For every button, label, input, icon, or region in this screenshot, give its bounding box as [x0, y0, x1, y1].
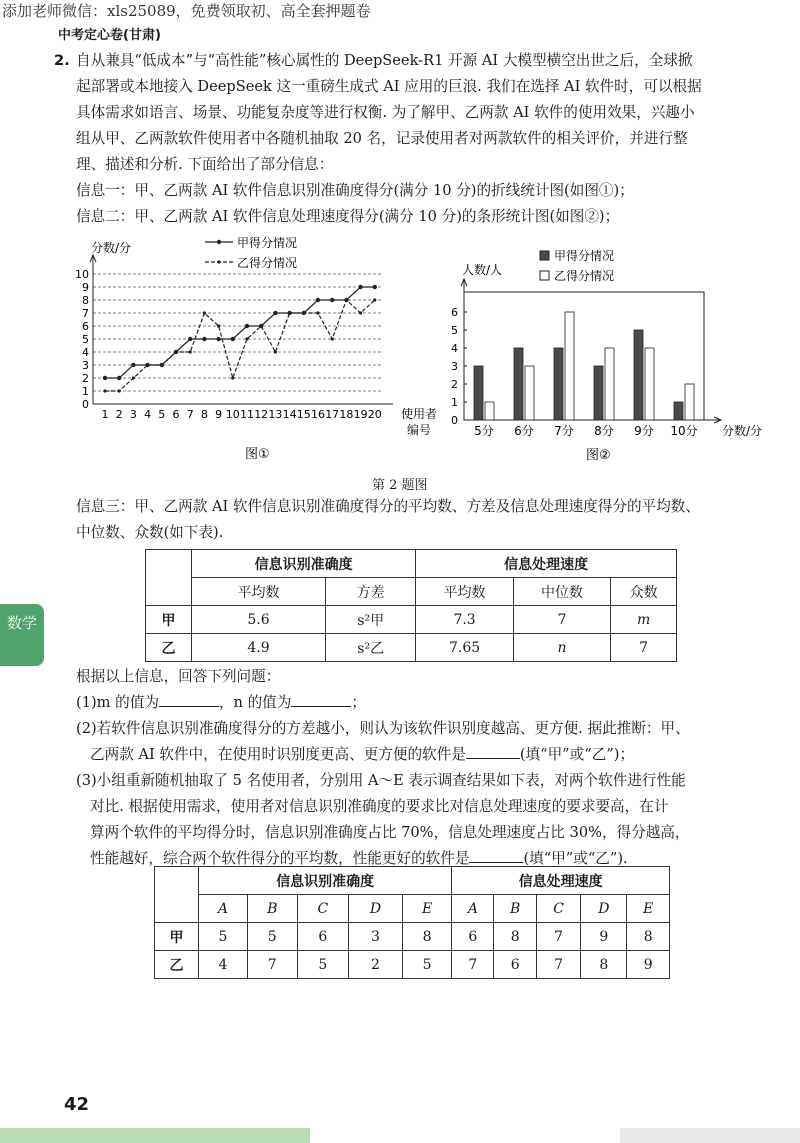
x-axis-label: 编号: [407, 423, 432, 437]
data-point: [217, 324, 220, 327]
x-tick-label: 9: [215, 408, 223, 421]
question-2-line-1: (2)若软件信息识别准确度得分的方差越小，则认为该软件识别度越高、更方便. 据此推断：甲、: [76, 720, 690, 737]
table1-subheader: 众数: [611, 578, 677, 606]
row-label-jia: 甲: [155, 923, 199, 951]
table-cell: 8: [402, 923, 452, 951]
y-tick-label: 5: [451, 324, 458, 337]
x-tick-label: 17: [325, 408, 340, 421]
data-point: [273, 311, 277, 315]
legend-label-jia: 甲得分情况: [237, 236, 298, 250]
q1-text-a: (1)m 的值为: [76, 694, 159, 711]
bar-jia: [674, 402, 683, 420]
data-point: [103, 389, 106, 392]
answer-prompt: 根据以上信息，回答下列问题：: [76, 668, 281, 685]
line-chart: [60, 232, 438, 472]
q2-tail: (填“甲”或“乙”)；: [519, 746, 635, 763]
table-cell: 8: [581, 951, 627, 979]
table-cell: 7: [452, 951, 494, 979]
x-tick-label: 7: [186, 408, 194, 421]
table2-subheader: E: [627, 895, 670, 923]
legend-label-yi: 乙得分情况: [554, 269, 615, 283]
data-point: [288, 311, 291, 314]
data-point: [373, 285, 377, 289]
data-point: [160, 363, 163, 366]
data-point: [373, 298, 376, 301]
x-tick-label: 11: [240, 408, 254, 421]
x-tick-label: 3: [129, 408, 137, 421]
question-3-line-3: 算两个软件的平均得分时，信息识别准确度占比 70%，信息处理速度占比 30%，得分越高，: [90, 824, 690, 841]
data-point: [203, 311, 206, 314]
table2-subheader: C: [537, 895, 581, 923]
table-cell: 7: [513, 606, 610, 634]
table2-subheader: B: [247, 895, 297, 923]
x-tick-label: 10: [225, 408, 240, 421]
table-cell: 5: [247, 923, 297, 951]
table-cell: 5: [297, 951, 349, 979]
x-tick-label: 20: [367, 408, 382, 421]
info-three-line-2: 中位数、众数(如下表).: [76, 524, 224, 541]
data-point: [216, 337, 220, 341]
data-point: [359, 311, 362, 314]
y-tick-label: 8: [82, 294, 89, 307]
table-cell: 6: [494, 951, 537, 979]
x-tick-label: 18: [339, 408, 354, 421]
legend-label-jia: 甲得分情况: [554, 249, 615, 263]
q3-text: 性能越好，综合两个软件得分的平均数，性能更好的软件是: [90, 850, 470, 867]
data-point: [188, 337, 192, 341]
figure-caption: 第 2 题图: [372, 478, 428, 493]
table-cell: 5: [402, 951, 452, 979]
x-tick-label: 6: [172, 408, 180, 421]
data-point: [132, 376, 135, 379]
table-cell: 4.9: [192, 634, 326, 662]
table-cell: n: [513, 634, 610, 662]
data-point: [316, 298, 320, 302]
table1-subheader: 方差: [325, 578, 415, 606]
table1-subheader: 平均数: [416, 578, 513, 606]
table-cell: 6: [452, 923, 494, 951]
table-cell: s²甲: [325, 606, 415, 634]
x-tick-label: 14: [282, 408, 297, 421]
y-tick-label: 7: [82, 307, 89, 320]
data-point: [274, 350, 277, 353]
book-header: 中考定心卷(甘肃): [58, 28, 161, 43]
table1-subheader: 中位数: [513, 578, 610, 606]
watermark: 添加老师微信：xls25089，免费领取初、高全套押题卷: [2, 2, 371, 20]
table2-subheader: A: [199, 895, 248, 923]
table-cell: 7.65: [416, 634, 513, 662]
info-one: 信息一：甲、乙两款 AI 软件信息识别准确度得分(满分 10 分)的折线统计图(如图①)；: [76, 182, 634, 199]
table-cell: 9: [581, 923, 627, 951]
y-tick-label: 6: [82, 320, 89, 333]
y-tick-label: 6: [451, 306, 458, 319]
question-3-line-2: 对比. 根据使用需求，使用者对信息识别准确度的要求比对信息处理速度的要求要高，在计: [90, 798, 669, 815]
table2-subheader: A: [452, 895, 494, 923]
questions: [76, 664, 776, 872]
y-tick-label: 10: [75, 268, 89, 281]
question-2-line-2: [76, 742, 776, 768]
x-tick-label: 10分: [670, 424, 698, 438]
table-cell: 3: [349, 923, 403, 951]
series-line-yi: [105, 300, 375, 391]
y-tick-label: 3: [82, 359, 89, 372]
y-tick-label: 9: [82, 281, 89, 294]
bar-jia: [514, 348, 523, 420]
y-tick-label: 5: [82, 333, 89, 346]
page-number: 42: [64, 1094, 90, 1115]
x-tick-label: 1: [101, 408, 109, 421]
data-point: [358, 285, 362, 289]
stats-table: [145, 549, 677, 662]
intro-line-1: 自从兼具“低成本”与“高性能”核心属性的 DeepSeek-R1 开源 AI 大模型横空出世之后，全球掀: [76, 52, 693, 69]
data-point: [202, 337, 206, 341]
data-point: [103, 376, 107, 380]
y-tick-label: 4: [451, 342, 458, 355]
problem-intro: [56, 48, 776, 230]
page-edge-strip: [620, 1128, 800, 1143]
data-point: [331, 337, 334, 340]
table-cell: 7: [537, 951, 581, 979]
answer-blank-m[interactable]: [159, 691, 219, 707]
table-row: [155, 951, 670, 979]
y-tick-label: 0: [82, 398, 89, 411]
table-row: [155, 923, 670, 951]
table-cell: 7: [247, 951, 297, 979]
legend-label-yi: 乙得分情况: [237, 256, 298, 270]
y-tick-label: 1: [451, 396, 458, 409]
table-cell: 8: [627, 923, 670, 951]
subject-tab: 数学: [0, 604, 44, 666]
intro-line-4: 组从甲、乙两款软件使用者中各随机抽取 20 名，记录使用者对两款软件的相关评价，并进行整: [76, 130, 688, 147]
q3-tail: (填“甲”或“乙”).: [523, 850, 628, 867]
table-cell: m: [611, 606, 677, 634]
info-two: 信息二：甲、乙两款 AI 软件信息处理速度得分(满分 10 分)的条形统计图(如图②)；: [76, 208, 620, 225]
y-tick-label: 4: [82, 346, 89, 359]
data-point: [345, 298, 348, 301]
y-axis-label: 分数/分: [91, 241, 132, 255]
data-point: [231, 376, 234, 379]
legend-swatch-yi: [540, 271, 549, 280]
row-label-yi: 乙: [146, 634, 192, 662]
table1-corner: [146, 550, 192, 606]
table-cell: 7: [611, 634, 677, 662]
table-cell: 5.6: [192, 606, 326, 634]
bar-jia: [554, 348, 563, 420]
y-tick-label: 0: [451, 414, 458, 427]
table-cell: 8: [494, 923, 537, 951]
x-tick-label: 19: [353, 408, 368, 421]
info-three-line-1: 信息三：甲、乙两款 AI 软件信息识别准确度得分的平均数、方差及信息处理速度得分的平均数、: [76, 498, 700, 515]
answer-blank-q2[interactable]: [466, 743, 520, 759]
table-row: [146, 634, 677, 662]
data-point: [316, 311, 319, 314]
y-tick-label: 1: [82, 385, 89, 398]
data-point: [117, 376, 121, 380]
bar-chart: [430, 245, 763, 470]
problem-number: 2.: [54, 52, 70, 69]
legend-marker: [217, 240, 221, 244]
x-tick-label: 12: [254, 408, 269, 421]
table1-group-accuracy: 信息识别准确度: [192, 550, 416, 578]
row-label-yi: 乙: [155, 951, 199, 979]
table-row: [146, 606, 677, 634]
x-tick-label: 15: [296, 408, 311, 421]
legend-swatch-jia: [540, 251, 549, 260]
table-cell: 7.3: [416, 606, 513, 634]
table2-subheader: B: [494, 895, 537, 923]
y-tick-label: 2: [82, 372, 89, 385]
bar-jia: [634, 330, 643, 420]
table2-subheader: D: [581, 895, 627, 923]
question-1: [76, 690, 776, 716]
data-point: [302, 311, 305, 314]
x-axis-label: 分数/分: [722, 424, 763, 438]
x-tick-label: 2: [115, 408, 123, 421]
data-point: [245, 324, 249, 328]
table-cell: 9: [627, 951, 670, 979]
table-cell: 5: [199, 923, 248, 951]
table2-group-speed: 信息处理速度: [452, 867, 670, 895]
x-tick-label: 4: [144, 408, 152, 421]
bar-yi: [525, 366, 534, 420]
intro-line-2: 起部署或本地接入 DeepSeek 这一重磅生成式 AI 应用的巨浪. 我们在选择 AI 软件时，可以根据: [76, 78, 702, 95]
q1-text-b: ，n 的值为: [218, 694, 292, 711]
bar-yi: [485, 402, 494, 420]
data-point: [245, 337, 248, 340]
table2-subheader: D: [349, 895, 403, 923]
table2-subheader: C: [297, 895, 349, 923]
x-tick-label: 5分: [474, 424, 494, 438]
q2-text: 乙两款 AI 软件中，在使用时识别度更高、更方便的软件是: [90, 746, 466, 763]
bar-yi: [565, 312, 574, 420]
chart-title: 图②: [586, 448, 611, 463]
answer-blank-n[interactable]: [291, 691, 351, 707]
bar-yi: [605, 348, 614, 420]
table2-subheader: E: [402, 895, 452, 923]
plot-frame: [464, 292, 704, 420]
y-tick-label: 3: [451, 360, 458, 373]
bar-jia: [474, 366, 483, 420]
x-tick-label: 5: [158, 408, 166, 421]
intro-line-3: 具体需求如语言、场景、功能复杂度等进行权衡. 为了解甲、乙两款 AI 软件的使用效果，兴趣小: [76, 104, 695, 121]
data-point: [260, 324, 263, 327]
x-tick-label: 9分: [634, 424, 654, 438]
table1-group-speed: 信息处理速度: [416, 550, 677, 578]
data-point: [174, 350, 177, 353]
question-3-line-1: (3)小组重新随机抽取了 5 名使用者，分别用 A～E 表示调查结果如下表，对两个软件进行性能: [76, 772, 686, 789]
data-point: [146, 363, 149, 366]
x-axis-label: 使用者: [401, 407, 438, 421]
x-tick-label: 8: [200, 408, 208, 421]
bar-jia: [594, 366, 603, 420]
info-three: [76, 494, 776, 546]
x-tick-label: 8分: [594, 424, 614, 438]
x-tick-label: 13: [268, 408, 283, 421]
x-tick-label: 16: [311, 408, 325, 421]
table-cell: 4: [199, 951, 248, 979]
bar-yi: [685, 384, 694, 420]
data-point: [231, 337, 235, 341]
bar-yi: [645, 348, 654, 420]
x-tick-label: 7分: [554, 424, 574, 438]
chart-title: 图①: [245, 447, 270, 462]
table-cell: 2: [349, 951, 403, 979]
row-label-jia: 甲: [146, 606, 192, 634]
data-point: [189, 350, 192, 353]
answer-blank-q3[interactable]: [469, 847, 523, 863]
intro-line-5: 理、描述和分析. 下面给出了部分信息：: [76, 156, 334, 173]
table-cell: 7: [537, 923, 581, 951]
data-point: [131, 363, 135, 367]
table-cell: s²乙: [325, 634, 415, 662]
y-axis-label: 人数/人: [462, 263, 503, 277]
data-point: [330, 298, 334, 302]
x-tick-label: 6分: [514, 424, 534, 438]
q1-text-c: ；: [351, 694, 366, 711]
table2-corner: [155, 867, 199, 923]
table-cell: 6: [297, 923, 349, 951]
table1-subheader: 平均数: [192, 578, 326, 606]
data-point: [118, 389, 121, 392]
page-edge-strip: [0, 1128, 310, 1143]
y-tick-label: 2: [451, 378, 458, 391]
survey-table: [154, 866, 670, 979]
legend-marker: [217, 260, 220, 263]
table2-group-accuracy: 信息识别准确度: [199, 867, 452, 895]
